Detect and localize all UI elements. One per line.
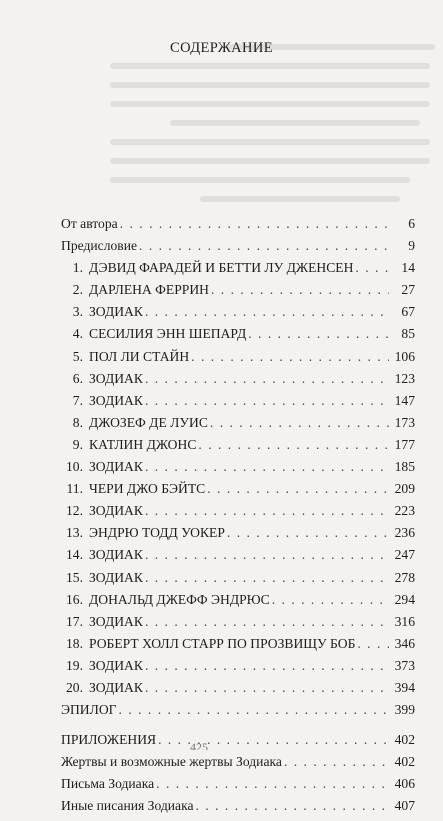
dot-leader (355, 260, 389, 276)
entry-title: ЗОДИАК (89, 679, 143, 695)
entry-title: ПОЛ ЛИ СТАЙН (89, 348, 190, 364)
entry-page-number: 346 (394, 635, 415, 651)
chapter-number: 7. (72, 392, 83, 408)
toc-entry (61, 525, 415, 547)
chapter-number: 3. (72, 304, 83, 320)
dot-leader (145, 614, 389, 630)
entry-page-number: 209 (394, 481, 415, 497)
entry-page-number: 9 (408, 238, 415, 254)
dot-leader (210, 415, 389, 431)
dot-leader (196, 798, 389, 814)
toc-entry (61, 702, 415, 724)
toc-entry (61, 304, 415, 326)
entry-page-number: 14 (401, 260, 415, 276)
entry-title: ЭНДРЮ ТОДД УОКЕР (89, 525, 225, 541)
toc-entry (61, 592, 415, 614)
toc-entry (61, 216, 415, 238)
toc-entry (61, 614, 415, 636)
toc-entry (61, 393, 415, 415)
entry-title: ДЭВИД ФАРАДЕЙ И БЕТТИ ЛУ ДЖЕНСЕН (89, 260, 354, 276)
toc-entry (61, 798, 415, 820)
entry-page-number: 406 (394, 776, 415, 792)
entry-page-number: 185 (394, 459, 415, 475)
toc-entry (61, 503, 415, 525)
chapter-number: 15. (66, 569, 83, 585)
entry-title: ЗОДИАК (89, 503, 143, 519)
entry-page-number: 85 (401, 326, 415, 342)
dot-leader (145, 393, 389, 409)
entry-title: Жертвы и возможные жертвы Зодиака (61, 754, 282, 770)
toc-entry (61, 754, 415, 776)
entry-page-number: 294 (394, 591, 415, 607)
entry-title: От автора (61, 216, 118, 231)
entry-title: ЗОДИАК (89, 370, 143, 386)
entry-page-number: 223 (394, 503, 415, 519)
entry-page-number: 402 (394, 732, 415, 748)
chapter-number: 9. (72, 436, 83, 452)
page-number: 425 (190, 740, 208, 750)
toc-entry (61, 570, 415, 592)
entry-title: Письма Зодиака (61, 776, 155, 792)
entry-page-number: 316 (394, 613, 415, 629)
entry-page-number: 67 (401, 304, 415, 320)
toc-entry (61, 680, 415, 702)
entry-title: ЗОДИАК (89, 569, 143, 585)
dot-leader (145, 570, 389, 586)
dot-leader (272, 592, 389, 608)
toc-entry (61, 415, 415, 437)
chapter-number: 19. (66, 657, 83, 673)
toc-entry (61, 437, 415, 459)
dot-leader (284, 754, 389, 770)
chapter-number: 18. (66, 635, 83, 651)
toc-entry (61, 776, 415, 798)
toc-entry (61, 371, 415, 393)
entry-page-number: 147 (394, 392, 415, 408)
entry-page-number: 27 (401, 282, 415, 298)
dot-leader (119, 702, 389, 718)
toc-entry (61, 658, 415, 680)
chapter-number: 11. (66, 481, 83, 497)
entry-page-number: 247 (394, 547, 415, 563)
entry-title: ЧЕРИ ДЖО БЭЙТС (89, 481, 206, 497)
toc-entry (61, 547, 415, 569)
chapter-number: 20. (66, 679, 83, 695)
entry-page-number: 402 (394, 754, 415, 770)
entry-page-number: 278 (394, 569, 415, 585)
entry-title: ЭПИЛОГ (61, 702, 117, 718)
entry-title: Иные писания Зодиака (61, 798, 194, 814)
entry-title: ДОНАЛЬД ДЖЕФФ ЭНДРЮС (89, 591, 270, 607)
entry-title: ПРИЛОЖЕНИЯ (61, 732, 157, 748)
chapter-number: 8. (72, 414, 83, 430)
entry-page-number: 236 (394, 525, 415, 541)
dot-leader (357, 636, 389, 652)
chapter-number: 16. (66, 591, 83, 607)
dot-leader (145, 658, 389, 674)
entry-page-number: 173 (394, 414, 415, 430)
chapter-number: 14. (66, 547, 83, 563)
toc-entry (61, 349, 415, 371)
dot-leader (145, 304, 389, 320)
dot-leader (198, 437, 389, 453)
show-through-text (0, 0, 443, 210)
toc-entry (61, 238, 415, 260)
chapter-number: 12. (66, 503, 83, 519)
dot-leader (227, 525, 389, 541)
dot-leader (191, 349, 389, 365)
dot-leader (145, 503, 389, 519)
entry-title: КАТЛИН ДЖОНС (89, 436, 197, 452)
toc-entry (61, 481, 415, 503)
entry-title: ЗОДИАК (89, 613, 143, 629)
entry-page-number: 106 (394, 348, 415, 364)
dot-leader (145, 547, 389, 563)
entry-page-number: 399 (394, 702, 415, 718)
entry-title: ЗОДИАК (89, 657, 143, 673)
entry-page-number: 407 (394, 798, 415, 814)
table-of-contents (61, 216, 415, 821)
entry-page-number: 373 (394, 657, 415, 673)
dot-leader (156, 776, 389, 792)
entry-title: ДАРЛЕНА ФЕРРИН (89, 282, 209, 298)
entry-page-number: 394 (394, 679, 415, 695)
entry-page-number: 177 (394, 436, 415, 452)
dot-leader (207, 481, 389, 497)
chapter-number: 2. (72, 282, 83, 298)
entry-title: ЗОДИАК (89, 459, 143, 475)
dot-leader (211, 282, 389, 298)
dot-leader (145, 680, 389, 696)
page-title: СОДЕРЖАНИЕ (170, 40, 273, 56)
entry-title: Предисловие (61, 238, 138, 254)
dot-leader (145, 371, 389, 387)
toc-entry (61, 326, 415, 348)
entry-title: ЗОДИАК (89, 304, 143, 320)
chapter-number: 17. (66, 613, 83, 629)
entry-title: РОБЕРТ ХОЛЛ СТАРР ПО ПРОЗВИЩУ БОБ (89, 635, 356, 651)
chapter-number: 10. (66, 459, 83, 475)
chapter-number: 4. (72, 326, 83, 342)
entry-title: ЗОДИАК (89, 392, 143, 408)
toc-entry (61, 459, 415, 481)
dot-leader (120, 216, 389, 232)
toc-entry (61, 636, 415, 658)
chapter-number: 6. (72, 370, 83, 386)
entry-title: ДЖОЗЕФ ДЕ ЛУИС (89, 414, 208, 430)
chapter-number: 1. (72, 260, 83, 276)
entry-title: СЕСИЛИЯ ЭНН ШЕПАРД (89, 326, 247, 342)
toc-entry (61, 260, 415, 282)
toc-entry (61, 282, 415, 304)
dot-leader (145, 459, 389, 475)
entry-title: ЗОДИАК (89, 547, 143, 563)
entry-page-number: 6 (408, 216, 415, 231)
chapter-number: 13. (66, 525, 83, 541)
dot-leader (248, 326, 389, 342)
toc-entry (61, 732, 415, 754)
entry-page-number: 123 (394, 370, 415, 386)
chapter-number: 5. (72, 348, 83, 364)
dot-leader (139, 238, 389, 254)
